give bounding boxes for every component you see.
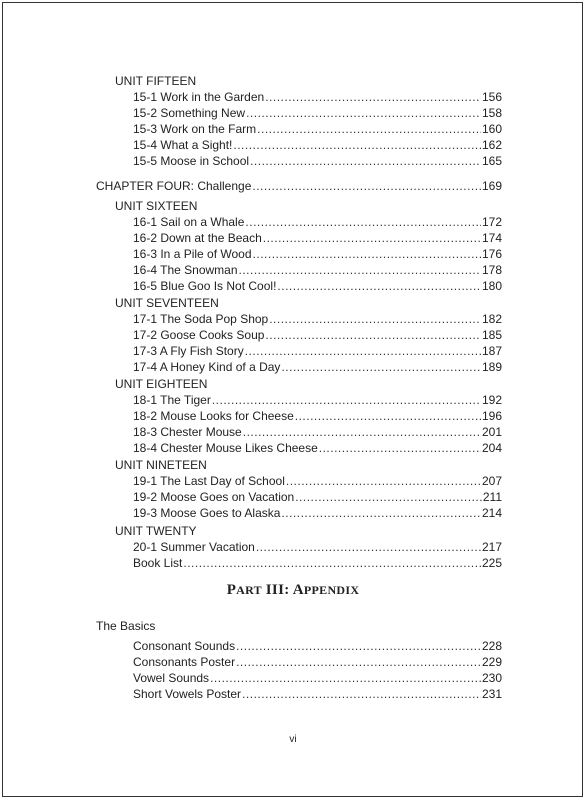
dot-leader <box>256 540 481 554</box>
dot-leader <box>245 215 481 229</box>
unit-heading-seventeen <box>115 296 219 310</box>
toc-entry-page: 230 <box>481 671 502 685</box>
toc-entry-page: 211 <box>482 490 502 504</box>
toc-entry-label: 19-3 Moose Goes to Alaska <box>133 506 281 520</box>
dot-leader <box>286 474 481 488</box>
chapter-entry <box>96 179 502 193</box>
dot-leader <box>319 441 481 455</box>
toc-entry-page: 182 <box>481 312 502 326</box>
unit-heading-label: UNIT FIFTEEN <box>115 74 197 88</box>
dot-leader <box>281 360 481 374</box>
section-heading: The Basics <box>96 619 156 633</box>
toc-entry-label: 19-2 Moose Goes on Vacation <box>133 490 295 504</box>
toc-entry <box>133 106 502 120</box>
toc-entry <box>133 279 502 293</box>
dot-leader <box>265 328 481 342</box>
unit-heading-label: UNIT NINETEEN <box>115 458 207 472</box>
dot-leader <box>250 154 481 168</box>
dot-leader <box>245 344 481 358</box>
toc-entry <box>133 490 502 504</box>
dot-leader <box>236 655 481 669</box>
toc-entry-page: 172 <box>481 215 502 229</box>
toc-entry-label: 17-1 The Soda Pop Shop <box>133 312 269 326</box>
toc-entry-label: 16-2 Down at the Beach <box>133 231 262 245</box>
part-title-initial: P <box>226 582 237 598</box>
toc-entry-label: 18-1 The Tiger <box>133 393 211 407</box>
unit-heading-twenty <box>115 524 197 538</box>
toc-entry-label: 15-3 Work on the Farm <box>133 122 257 136</box>
toc-entry-page: 207 <box>481 474 502 488</box>
part-title-small-caps: ART <box>236 583 262 597</box>
toc-entry <box>133 409 502 423</box>
toc-entry-page: 162 <box>481 138 502 152</box>
dot-leader <box>236 639 481 653</box>
toc-entry-page: 165 <box>481 154 502 168</box>
toc-entry-label: 17-4 A Honey Kind of a Day <box>133 360 281 374</box>
toc-entry <box>133 441 502 455</box>
dot-leader <box>265 90 481 104</box>
toc-entry <box>133 122 502 136</box>
toc-entry <box>133 655 502 669</box>
toc-entry-page: 217 <box>481 540 502 554</box>
toc-entry-page: 187 <box>481 344 502 358</box>
toc-entry <box>133 425 502 439</box>
part-title-word-rest: PPENDIX <box>303 583 360 597</box>
dot-leader <box>239 263 481 277</box>
toc-entry <box>133 328 502 342</box>
unit-heading-label: UNIT SIXTEEN <box>115 199 198 213</box>
page-number-folio: vi <box>289 734 297 745</box>
dot-leader <box>246 106 481 120</box>
dot-leader <box>252 179 481 193</box>
dot-leader <box>277 279 481 293</box>
unit-heading-label: UNIT SEVENTEEN <box>115 296 219 310</box>
toc-entry-label: 17-2 Goose Cooks Soup <box>133 328 265 342</box>
toc-entry-page: 229 <box>481 655 502 669</box>
dot-leader <box>269 312 481 326</box>
toc-entry-label: 15-4 What a Sight! <box>133 138 233 152</box>
toc-entry-page: 180 <box>481 279 502 293</box>
toc-entry-page: 225 <box>481 556 502 570</box>
toc-entry-label: 17-3 A Fly Fish Story <box>133 344 244 358</box>
toc-entry-page: 160 <box>481 122 502 136</box>
toc-entry-page: 189 <box>481 360 502 374</box>
toc-entry-label: Consonants Poster <box>133 655 236 669</box>
part-title-word-initial: A <box>292 582 304 598</box>
toc-entry-label: 16-1 Sail on a Whale <box>133 215 245 229</box>
toc-entry <box>133 639 502 653</box>
toc-entry-page: 214 <box>481 506 502 520</box>
unit-heading-nineteen <box>115 458 207 472</box>
toc-entry <box>133 138 502 152</box>
toc-entry <box>133 344 502 358</box>
toc-entry-page: 196 <box>481 409 502 423</box>
unit-heading-sixteen <box>115 199 197 213</box>
dot-leader <box>233 138 481 152</box>
toc-entry-page: 201 <box>481 425 502 439</box>
toc-entry <box>133 247 502 261</box>
unit-heading-fifteen <box>115 74 196 88</box>
toc-entry-label: 18-4 Chester Mouse Likes Cheese <box>133 441 318 455</box>
toc-entry <box>133 687 502 701</box>
dot-leader <box>263 231 481 245</box>
toc-entry-label: 16-5 Blue Goo Is Not Cool! <box>133 279 277 293</box>
dot-leader <box>281 506 481 520</box>
toc-entry <box>133 215 502 229</box>
unit-heading-eighteen <box>115 377 207 391</box>
toc-entry-label: 18-2 Mouse Looks for Cheese <box>133 409 294 423</box>
dot-leader <box>243 425 481 439</box>
toc-entry <box>133 231 502 245</box>
chapter-entry-page: 169 <box>481 179 502 193</box>
toc-entry-page: 204 <box>481 441 502 455</box>
toc-entry-label: 19-1 The Last Day of School <box>133 474 285 488</box>
dot-leader <box>253 247 481 261</box>
toc-entry-label: 16-4 The Snowman <box>133 263 238 277</box>
toc-entry-label: 16-3 In a Pile of Wood <box>133 247 252 261</box>
toc-entry <box>133 360 502 374</box>
toc-entry-label: 18-3 Chester Mouse <box>133 425 242 439</box>
dot-leader <box>295 490 482 504</box>
dot-leader <box>212 393 481 407</box>
toc-entry <box>133 312 502 326</box>
unit-heading-label: UNIT EIGHTEEN <box>115 377 208 391</box>
toc-entry-label: Consonant Sounds <box>133 639 236 653</box>
toc-entry <box>133 393 502 407</box>
toc-entry-label: 20-1 Summer Vacation <box>133 540 255 554</box>
toc-entry-page: 176 <box>481 247 502 261</box>
toc-entry-label: 15-5 Moose in School <box>133 154 250 168</box>
toc-entry-label: Vowel Sounds <box>133 671 210 685</box>
dot-leader <box>242 687 481 701</box>
toc-entry-page: 228 <box>481 639 502 653</box>
toc-entry-label: Short Vowels Poster <box>133 687 242 701</box>
toc-entry <box>133 90 502 104</box>
toc-entry <box>133 474 502 488</box>
toc-entry <box>133 154 502 168</box>
toc-entry-page: 231 <box>481 687 502 701</box>
toc-entry-label: 15-2 Something New <box>133 106 246 120</box>
toc-entry-page: 185 <box>481 328 502 342</box>
toc-entry <box>133 506 502 520</box>
chapter-entry-label: CHAPTER FOUR: Challenge <box>96 179 252 193</box>
unit-heading-label: UNIT TWENTY <box>115 524 197 538</box>
toc-entry-page: 158 <box>481 106 502 120</box>
dot-leader <box>183 556 481 570</box>
toc-entry-page: 192 <box>481 393 502 407</box>
toc-entry <box>133 263 502 277</box>
toc-entry <box>133 671 502 685</box>
toc-entry <box>133 540 502 554</box>
toc-entry-page: 174 <box>481 231 502 245</box>
toc-entry-page: 156 <box>481 90 502 104</box>
toc-entry-label: Book List <box>133 556 183 570</box>
toc-entry-page: 178 <box>481 263 502 277</box>
toc-entry <box>133 556 502 570</box>
part-title <box>0 582 586 599</box>
dot-leader <box>295 409 481 423</box>
toc-entry-label: 15-1 Work in the Garden <box>133 90 265 104</box>
part-title-numeral: III: <box>265 582 293 598</box>
dot-leader <box>210 671 481 685</box>
dot-leader <box>257 122 481 136</box>
